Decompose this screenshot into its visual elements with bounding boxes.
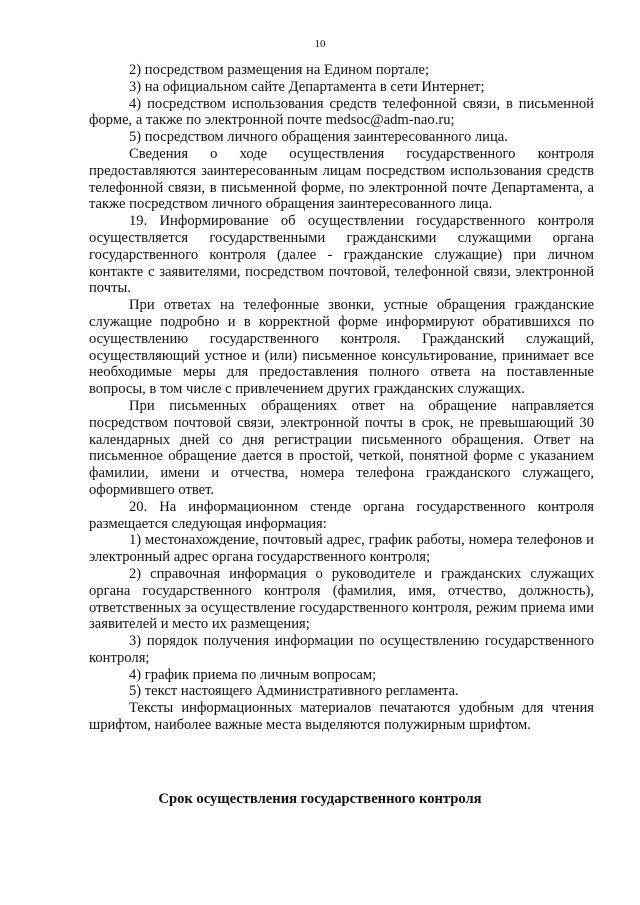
- paragraph: 2) посредством размещения на Едином портале;: [129, 62, 430, 78]
- paragraph: 5) текст настоящего Административного регламента.: [129, 683, 459, 700]
- paragraph: При письменных обращениях ответ на обращение направляется посредством почтовой связи, электронной почты в срок, не превышающий 30 календарных дней со дня регистрации письменного обращения. Ответ на письменное обращение дается в простой, четкой, понятной форме с указанием фамилии, имени и отчества, номера телефона гражданского служащего, оформившего ответ.: [89, 397, 594, 498]
- paragraph: Сведения о ходе осуществления государственного контроля предоставляются заинтересованным лицам посредством использования средств телефонной связи, в письменной форме, по электронной почте Департамента, а также посредством личного обращения заинтересованного лица.: [89, 145, 594, 213]
- paragraph: 3) на официальном сайте Департамента в сети Интернет;: [129, 78, 485, 95]
- paragraph: 4) посредством использования средств телефонной связи, в письменной форме, а также по электронной почте medsoc@adm-nao.ru;: [89, 95, 594, 129]
- paragraph: 5) посредством личного обращения заинтересованного лица.: [129, 129, 508, 146]
- paragraph: При ответах на телефонные звонки, устные обращения гражданские служащие подробно и в корректной форме информируют обратившихся по осуществлению государственного контроля. Гражданский служащий, осуществляющий устное и (или) письменное консультирование, принимает все необходимые меры для предоставления полного ответа на поставленные вопросы, в том числе с привлечением других гражданских служащих.: [89, 297, 594, 398]
- paragraph: 4) график приема по личным вопросам;: [129, 666, 377, 683]
- page-number: 10: [314, 38, 326, 50]
- section-heading: Срок осуществления государственного контроля: [158, 791, 482, 807]
- paragraph: Тексты информационных материалов печатаются удобным для чтения шрифтом, наиболее важные места выделяются полужирным шрифтом.: [89, 700, 594, 734]
- body-text: [89, 62, 594, 734]
- paragraph: 1) местонахождение, почтовый адрес, график работы, номера телефонов и электронный адрес органа государственного контроля;: [89, 532, 594, 566]
- paragraph: 19. Информирование об осуществлении государственного контроля осуществляется государственными гражданскими служащими органа государственного контроля (далее - гражданские служащие) при личном контакте с заявителями, посредством почтовой, телефонной связи, электронной почты.: [89, 213, 594, 297]
- paragraph: 3) порядок получения информации по осуществлению государственного контроля;: [89, 633, 594, 666]
- paragraph: 20. На информационном стенде органа государственного контроля размещается следующая информация:: [89, 498, 594, 532]
- paragraph: 2) справочная информация о руководителе и гражданских служащих органа государственного контроля (фамилия, имя, отчество, должность), ответственных за осуществление государственного контроля, режим приема ими заявителей и место их размещения;: [89, 565, 594, 633]
